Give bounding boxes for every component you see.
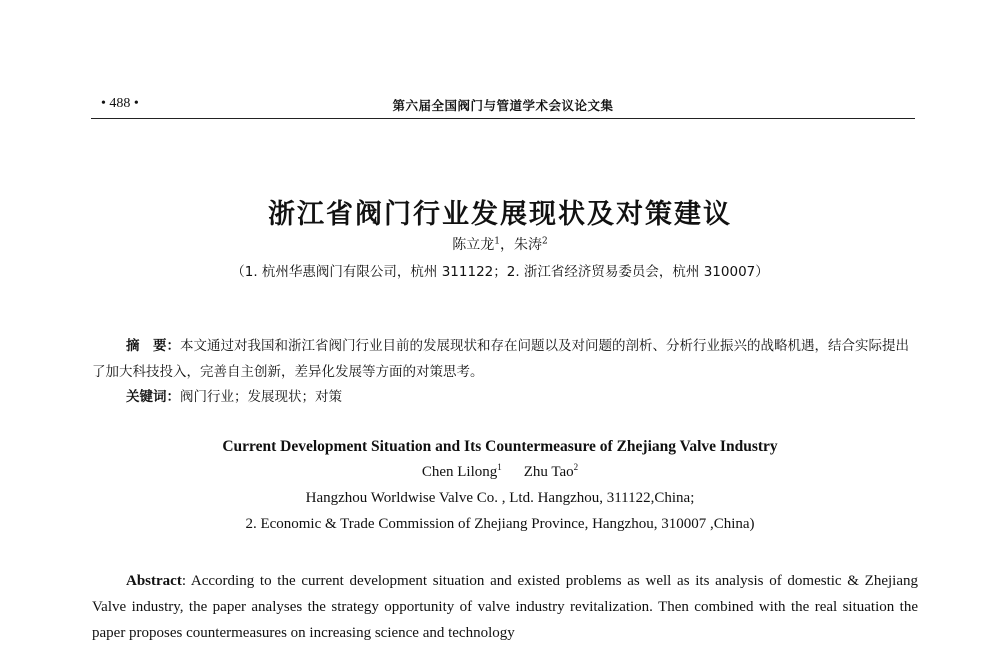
abstract-zh-label: 摘 要： bbox=[126, 338, 180, 354]
author-1-en: Chen Lilong bbox=[421, 464, 498, 480]
abstract-zh bbox=[92, 333, 918, 385]
affiliation-zh: （1. 杭州华惠阀门有限公司，杭州 311122；2. 浙江省经济贸易委员会，杭州 310007） bbox=[231, 264, 769, 280]
affiliation-en-line-2: 2. Economic & Trade Commission of Zhejiang Province, Hangzhou, 310007 ,China) bbox=[245, 516, 755, 532]
paper-title-zh: 浙江省阀门行业发展现状及对策建议 bbox=[268, 199, 732, 230]
author-1-zh: 陈立龙 bbox=[452, 237, 495, 253]
abstract-en-label: Abstract bbox=[126, 573, 182, 589]
author-2-en: Zhu Tao bbox=[523, 464, 574, 480]
abstract-zh-text: 本文通过对我国和浙江省阀门行业目前的发展现状和存在问题以及对问题的剖析、分析行业振兴的战略机遇，结合实际提出了加大科技投入，完善自主创新，差异化发展等方面的对策思考。 bbox=[92, 338, 909, 380]
affiliation-en-line-1: Hangzhou Worldwise Valve Co. , Ltd. Hangzhou, 311122,China; bbox=[305, 490, 695, 506]
page-header bbox=[91, 96, 915, 119]
author-2-en-mark: 2 bbox=[573, 462, 579, 472]
abstract-en-text: According to the current development situation and existed problems as well as its analysis of domestic & Zhejiang Valve industry, the paper analyses the strategy opportunity of valve industry revitalization. Then combined with the real situation the paper proposes countermeasures on increasing science and technology bbox=[92, 573, 918, 641]
author-separator-zh: ， bbox=[500, 237, 514, 253]
author-2-zh-mark: 2 bbox=[542, 236, 548, 247]
paper-title-en: Current Development Situation and Its Countermeasure of Zhejiang Valve Industry bbox=[222, 438, 778, 455]
author-2-zh: 朱涛 bbox=[514, 237, 542, 253]
abstract-en bbox=[92, 568, 918, 646]
page-number: • 488 • bbox=[101, 96, 139, 111]
author-1-zh-mark: 1 bbox=[494, 236, 500, 247]
authors-en bbox=[0, 464, 1000, 481]
author-1-en-mark: 1 bbox=[497, 462, 502, 472]
keywords-zh-text: 阀门行业；发展现状；对策 bbox=[180, 389, 342, 405]
keywords-zh-label: 关键词： bbox=[126, 389, 180, 405]
authors-zh bbox=[0, 234, 1000, 254]
keywords-zh bbox=[126, 385, 342, 405]
abstract-en-colon: : bbox=[181, 573, 191, 589]
running-title: 第六届全国阀门与管道学术会议论文集 bbox=[392, 98, 614, 113]
